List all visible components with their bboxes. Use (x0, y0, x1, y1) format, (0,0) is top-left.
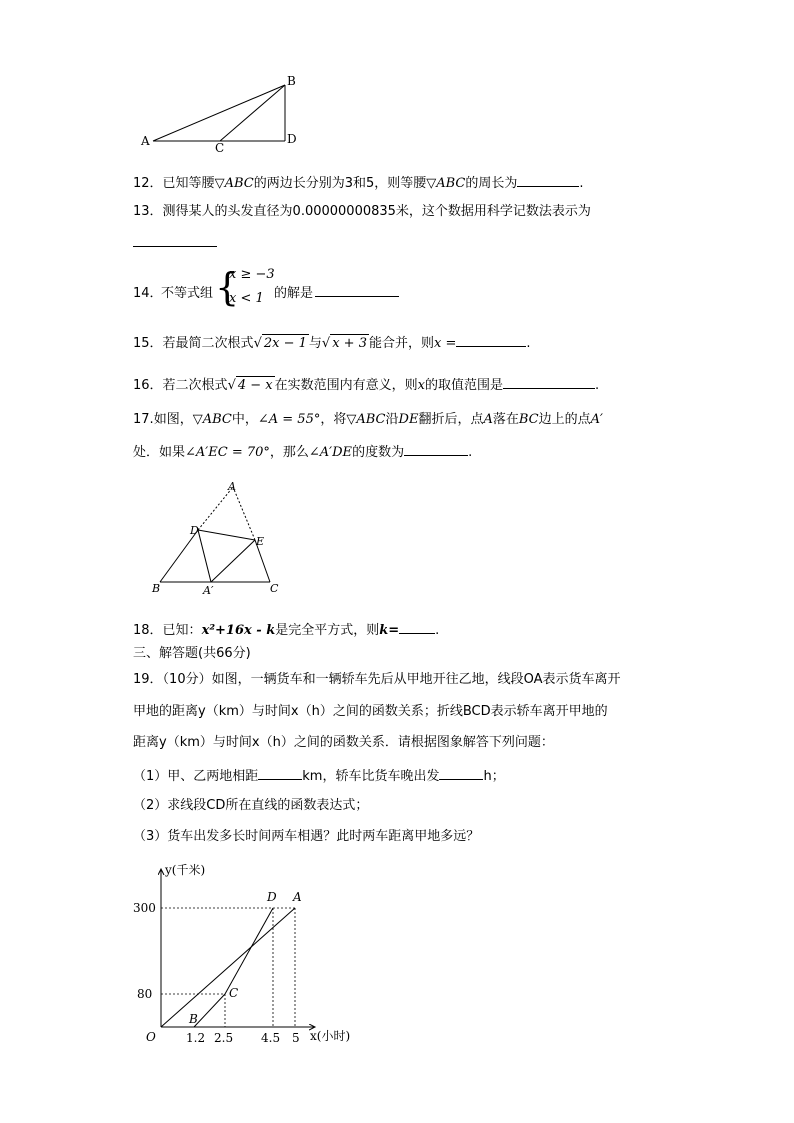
tick-x45: 4.5 (261, 1031, 281, 1045)
answer-blank[interactable] (404, 441, 468, 456)
label-c: C (270, 582, 279, 595)
tick-x12: 1.2 (186, 1031, 206, 1045)
sqrt-icon: √ (227, 378, 236, 393)
triangle-symbol: ▽ (214, 176, 225, 191)
section-title: 三、解答题(共66分) (133, 646, 251, 661)
question-19-line1: 19．（10分）如图，一辆货车和一辆轿车先后从甲地开往乙地，线段OA表示货车离开 (133, 672, 621, 687)
label-b: B (189, 1012, 198, 1026)
answer-blank[interactable] (258, 765, 302, 780)
y-axis-label: y(千米) (165, 863, 206, 877)
triangle-symbol: ▽ (346, 412, 357, 427)
tick-x5: 5 (292, 1031, 300, 1045)
label-a: A (141, 134, 150, 148)
question-19-sub1: （1）甲、乙两地相距 km，轿车比货车晚出发 h； (133, 765, 505, 786)
brace-icon: { (215, 265, 240, 309)
segment-ea-dashed (233, 487, 255, 540)
label-d: D (287, 132, 297, 146)
question-15: 15．若最简二次根式√ 2x − 1 与√ x + 3 能合并，则x = . (133, 332, 530, 353)
question-17-line1: 17.如图，▽ABC中，∠A = 55°，将▽ABC沿DE翻折后，点A落在BC边上的点A′ (133, 412, 603, 427)
label-c: C (215, 141, 225, 155)
segment-ab (153, 85, 285, 141)
label-e: E (256, 535, 265, 548)
segment-cd (225, 908, 273, 994)
segment-ea2 (211, 540, 255, 582)
question-19-sub2: （2）求线段CD所在直线的函数表达式； (133, 798, 369, 813)
segment-da2 (198, 530, 211, 582)
question-19-line3: 距离y（km）与时间x（h）之间的函数关系．请根据图象解答下列问题： (133, 735, 554, 750)
answer-blank[interactable] (439, 765, 483, 780)
figure-folded-triangle (145, 478, 285, 598)
label-d: D (190, 524, 199, 537)
segment-bc (194, 994, 225, 1027)
question-17-line2: 处．如果∠A′EC = 70°，那么∠A′DE的度数为 . (133, 441, 472, 462)
segment-da-dashed (198, 487, 233, 530)
label-d: D (267, 890, 277, 904)
answer-blank[interactable] (517, 172, 579, 187)
tick-x25: 2.5 (214, 1031, 234, 1045)
answer-blank[interactable] (133, 246, 217, 247)
question-16: 16．若二次根式√ 4 − x 在实数范围内有意义，则x的取值范围是 . (133, 374, 599, 395)
question-13: 13．测得某人的头发直径为0.00000000835米，这个数据用科学记数法表示为 (133, 204, 591, 219)
label-b: B (287, 74, 296, 88)
figure-triangle-abd (130, 70, 310, 155)
tick-y80: 80 (137, 987, 153, 1001)
answer-blank[interactable] (315, 296, 399, 297)
label-b: B (152, 582, 161, 595)
question-19-sub3: （3）货车出发多长时间两车相遇？此时两车距离甲地多远？ (133, 829, 480, 844)
sqrt-icon: √ (321, 336, 331, 351)
label-a-prime: A′ (203, 584, 214, 597)
answer-blank[interactable] (456, 332, 526, 347)
x-axis-label: x(小时) (310, 1029, 351, 1043)
sqrt-icon: √ (253, 336, 262, 351)
answer-blank[interactable] (399, 619, 435, 634)
segment-oa (161, 908, 295, 1027)
segment-de (198, 530, 255, 540)
question-12: 12．已知等腰▽ABC的两边长分别为3和5，则等腰▽ABC的周长为 . (133, 172, 584, 193)
triangle-symbol: ▽ (192, 412, 203, 427)
question-18: 18．已知：x²+16x - k是完全平方式，则k= . (133, 619, 439, 640)
question-19-line2: 甲地的距离y（km）与时间x（h）之间的函数关系；折线BCD表示轿车离开甲地的 (133, 704, 608, 719)
question-14: 14． 不等式组 { x ≥ −3 x < 1 的解是 (133, 265, 433, 315)
tick-y300: 300 (133, 901, 156, 915)
label-a: A (228, 480, 236, 493)
label-a: A (293, 890, 302, 904)
segment-bd (160, 530, 198, 582)
origin-label: O (146, 1030, 156, 1044)
segment-cb (220, 85, 285, 141)
label-c: C (229, 986, 239, 1000)
distance-time-graph (125, 855, 365, 1055)
triangle-symbol: ▽ (426, 176, 437, 191)
answer-blank[interactable] (503, 374, 595, 389)
